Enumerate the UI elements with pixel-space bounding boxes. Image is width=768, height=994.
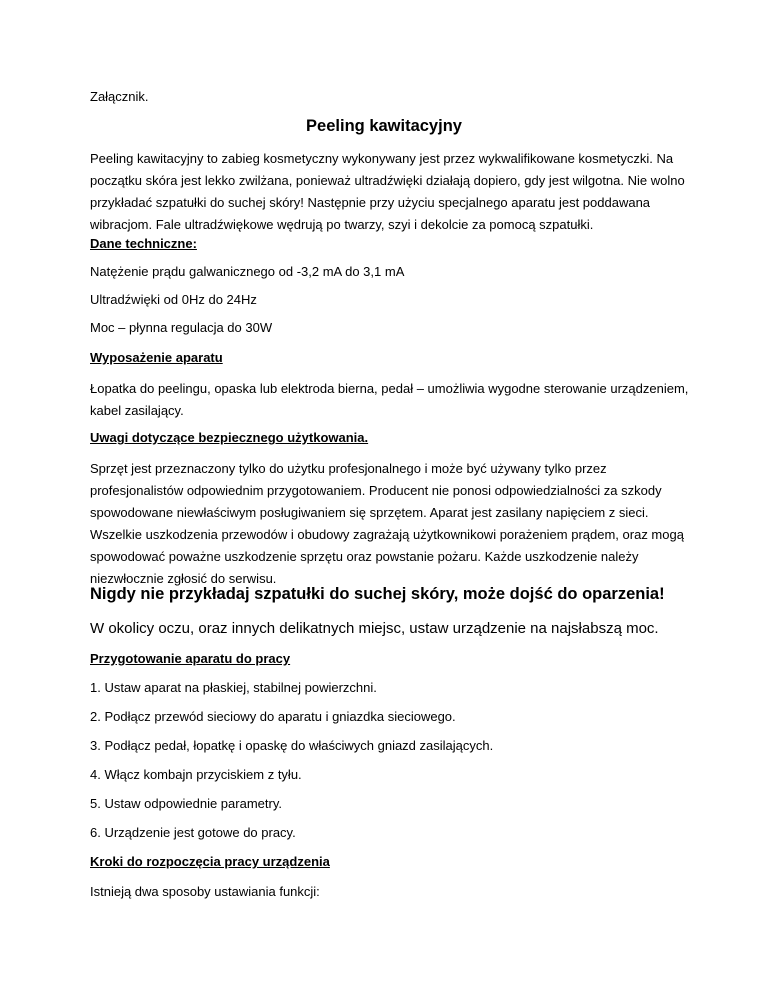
prep-step: 4. Włącz kombajn przyciskiem z tyłu. [90,767,302,782]
annex-label: Załącznik. [90,89,149,104]
tech-line: Natężenie prądu galwanicznego od -3,2 mA do 3,1 mA [90,264,405,279]
eye-note: W okolicy oczu, oraz innych delikatnych miejsc, ustaw urządzenie na najsłabszą moc. [90,620,659,637]
prep-step: 3. Podłącz pedał, łopatkę i opaskę do właściwych gniazd zasilających. [90,738,494,753]
safety-text: Sprzęt jest przeznaczony tylko do użytku profesjonalnego i może być używany tylko przez profesjonalistów odpowiednim przygotowaniem. Producent nie ponosi odpowiedzialności za szkody spowodowane niewłaściwym posługiwaniem się sprzętem. Aparat jest zasilany napięciem z sieci. Wszelkie uszkodzenia przewodów i obudowy zagrażają użytkownikowi porażeniem prądem, oraz mogą spowodować poważne uszkodzenie sprzętu oraz powstanie pożaru. Każde uszkodzenie należy niezwłocznie zgłosić do serwisu. [90,461,684,586]
safety-heading: Uwagi dotyczące bezpiecznego użytkowania. [90,430,369,445]
tech-line: Ultradźwięki od 0Hz do 24Hz [90,292,257,307]
start-heading: Kroki do rozpoczęcia pracy urządzenia [90,854,330,869]
prep-step: 1. Ustaw aparat na płaskiej, stabilnej powierzchni. [90,680,377,695]
tech-heading: Dane techniczne: [90,236,197,251]
page-title: Peeling kawitacyjny [306,117,462,135]
prep-step: 2. Podłącz przewód sieciowy do aparatu i gniazdka sieciowego. [90,709,456,724]
prep-step: 6. Urządzenie jest gotowe do pracy. [90,825,296,840]
equipment-heading: Wyposażenie aparatu [90,350,223,365]
start-text: Istnieją dwa sposoby ustawiania funkcji: [90,884,320,899]
intro-paragraph: Peeling kawitacyjny to zabieg kosmetyczny wykonywany jest przez wykwalifikowane kosmetyczki. Na początku skóra jest lekko zwilżana, ponieważ ultradźwięki działają dopiero, gdy jest wilgotna. Nie wolno przykładać szpatułki do suchej skóry! Następnie przy użyciu specjalnego aparatu jest poddawana wibracjom. Fale ultradźwiękowe wędrują po twarzy, szyi i dekolcie za pomocą szpatułki. [90,151,685,232]
equipment-text: Łopatka do peelingu, opaska lub elektroda bierna, pedał – umożliwia wygodne sterowanie urządzeniem, kabel zasilający. [90,381,689,418]
tech-line: Moc – płynna regulacja do 30W [90,320,273,335]
warning-text: Nigdy nie przykładaj szpatułki do suchej skóry, może dojść do oparzenia! [90,585,665,603]
prep-step: 5. Ustaw odpowiednie parametry. [90,796,282,811]
prep-heading: Przygotowanie aparatu do pracy [90,651,291,666]
